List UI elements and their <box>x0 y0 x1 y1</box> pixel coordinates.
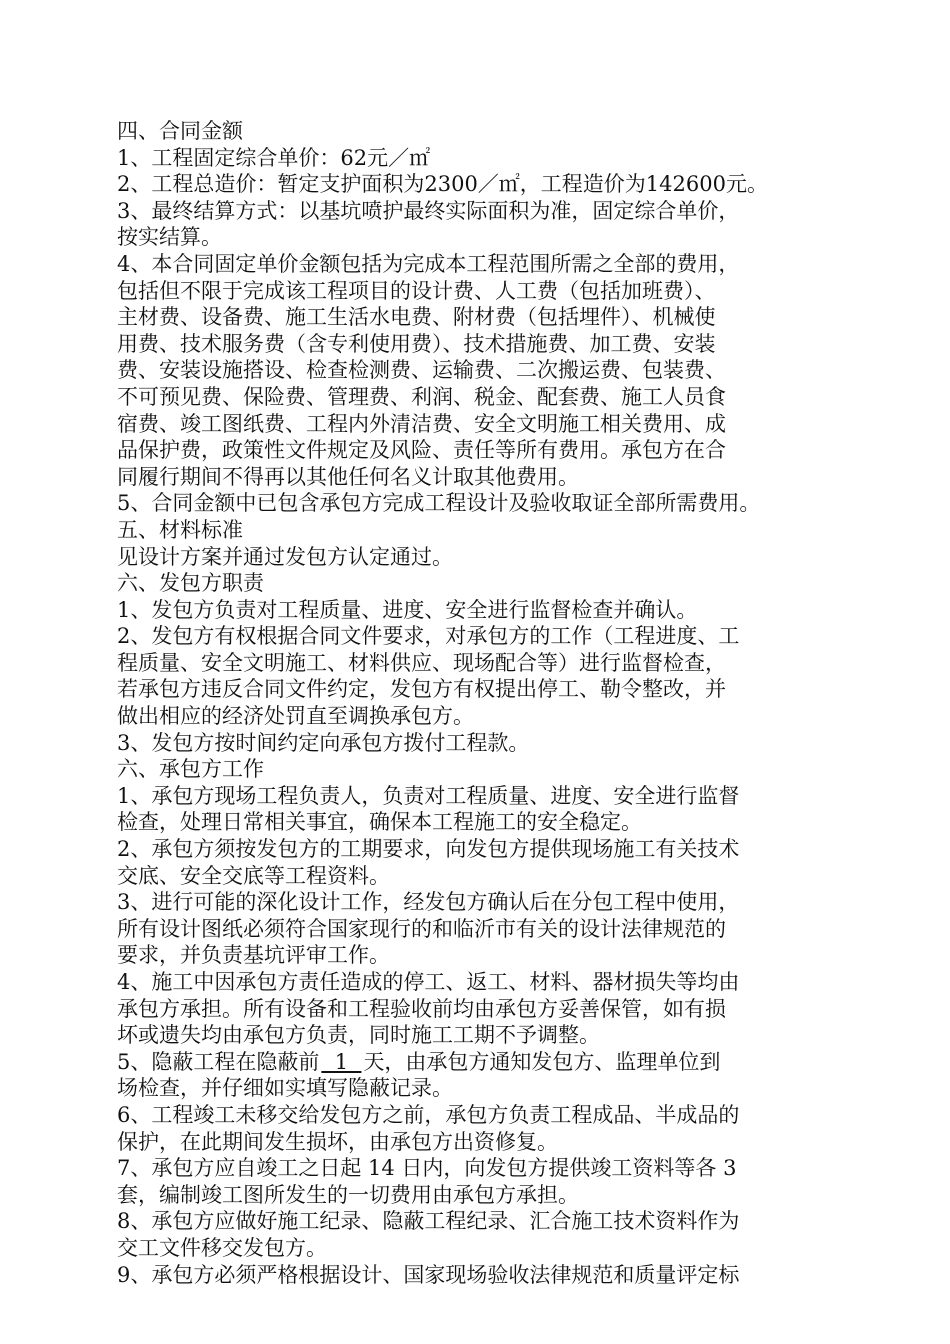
paragraph-line: 3、发包方按时间约定向承包方拨付工程款。 <box>117 730 530 755</box>
blank-prefix: 5、隐蔽工程在隐蔽前 <box>117 1049 320 1074</box>
paragraph-line: 9、承包方必须严格根据设计、国家现场验收法律规范和质量评定标 <box>117 1262 740 1287</box>
paragraph-line: 见设计方案并通过发包方认定通过。 <box>117 544 453 569</box>
paragraph-line: 6、工程竣工未移交给发包方之前，承包方负责工程成品、半成品的 <box>117 1102 740 1127</box>
paragraph-line: 同履行期间不得再以其他任何名义计取其他费用。 <box>117 464 579 489</box>
paragraph-line: 做出相应的经济处罚直至调换承包方。 <box>117 704 474 729</box>
section-heading: 四、合同金额 <box>117 119 243 143</box>
paragraph-line: 用费、技术服务费（含专利使用费）、技术措施费、加工费、安装 <box>117 331 716 356</box>
paragraph-line: 费、安装设施搭设、检查检测费、运输费、二次搬运费、包装费、 <box>117 358 726 383</box>
paragraph-line: 品保护费，政策性文件规定及风险、责任等所有费用。承包方在合 <box>117 438 726 463</box>
paragraph-line: 2、承包方须按发包方的工期要求，向发包方提供现场施工有关技术 <box>117 837 740 862</box>
paragraph-line: 4、施工中因承包方责任造成的停工、返工、材料、器材损失等均由 <box>117 970 740 994</box>
section-heading: 五、材料标准 <box>117 517 243 542</box>
paragraph-line: 4、本合同固定单价金额包括为完成本工程范围所需之全部的费用， <box>117 251 740 276</box>
paragraph-line: 包括但不限于完成该工程项目的设计费、人工费（包括加班费）、 <box>117 278 716 303</box>
section-heading: 六、发包方职责 <box>117 571 264 596</box>
paragraph-line: 按实结算。 <box>117 225 222 250</box>
paragraph-line: 主材费、设备费、施工生活水电费、附材费（包括埋件）、机械使 <box>117 305 716 330</box>
paragraph-line: 检查，处理日常相关事宜，确保本工程施工的安全稳定。 <box>117 810 642 835</box>
paragraph-line: 套，编制竣工图所发生的一切费用由承包方承担。 <box>117 1182 579 1207</box>
paragraph-line-with-blank <box>117 1049 817 1076</box>
paragraph-line: 交底、安全交底等工程资料。 <box>117 863 390 888</box>
paragraph-line: 交工文件移交发包方。 <box>117 1235 327 1260</box>
paragraph-line: 2、工程总造价：暂定支护面积为2300／㎡，工程造价为142600元。 <box>117 172 768 197</box>
paragraph-line: 不可预见费、保险费、管理费、利润、税金、配套费、施工人员食 <box>117 384 726 409</box>
paragraph-line: 若承包方违反合同文件约定，发包方有权提出停工、勒令整改，并 <box>117 677 726 702</box>
section-heading: 六、承包方工作 <box>117 757 264 782</box>
paragraph-line: 保护，在此期间发生损坏，由承包方出资修复。 <box>117 1129 558 1154</box>
paragraph-line: 1、发包方负责对工程质量、进度、安全进行监督检查并确认。 <box>117 597 698 622</box>
paragraph-line: 所有设计图纸必须符合国家现行的和临沂市有关的设计法律规范的 <box>117 916 726 941</box>
paragraph-line: 3、进行可能的深化设计工作，经发包方确认后在分包工程中使用， <box>117 890 740 915</box>
paragraph-line: 1、承包方现场工程负责人，负责对工程质量、进度、安全进行监督 <box>117 783 740 808</box>
paragraph-line: 宿费、竣工图纸费、工程内外清洁费、安全文明施工相关费用、成 <box>117 411 726 436</box>
paragraph-line: 场检查，并仔细如实填写隐蔽记录。 <box>117 1076 453 1101</box>
paragraph-line: 1、工程固定综合单价：62元／㎡ <box>117 145 431 170</box>
paragraph-line: 5、合同金额中已包含承包方完成工程设计及验收取证全部所需费用。 <box>117 491 761 516</box>
paragraph-line: 3、最终结算方式：以基坑喷护最终实际面积为准，固定综合单价， <box>117 198 740 223</box>
paragraph-line: 承包方承担。所有设备和工程验收前均由承包方妥善保管，如有损 <box>117 996 726 1021</box>
paragraph-line: 7、承包方应自竣工之日起 14 日内，向发包方提供竣工资料等各 3 <box>117 1156 737 1181</box>
filled-blank-days: 1 <box>321 1049 362 1074</box>
blank-suffix: 天，由承包方通知发包方、监理单位到 <box>363 1049 721 1074</box>
document-page <box>117 118 817 1288</box>
paragraph-line: 8、承包方应做好施工纪录、隐蔽工程纪录、汇合施工技术资料作为 <box>117 1209 740 1234</box>
paragraph-line: 坏或遗失均由承包方负责，同时施工工期不予调整。 <box>117 1023 600 1048</box>
paragraph-line: 程质量、安全文明施工、材料供应、现场配合等）进行监督检查， <box>117 650 726 675</box>
paragraph-line: 2、发包方有权根据合同文件要求，对承包方的工作（工程进度、工 <box>117 624 740 649</box>
paragraph-line: 要求，并负责基坑评审工作。 <box>117 943 390 968</box>
